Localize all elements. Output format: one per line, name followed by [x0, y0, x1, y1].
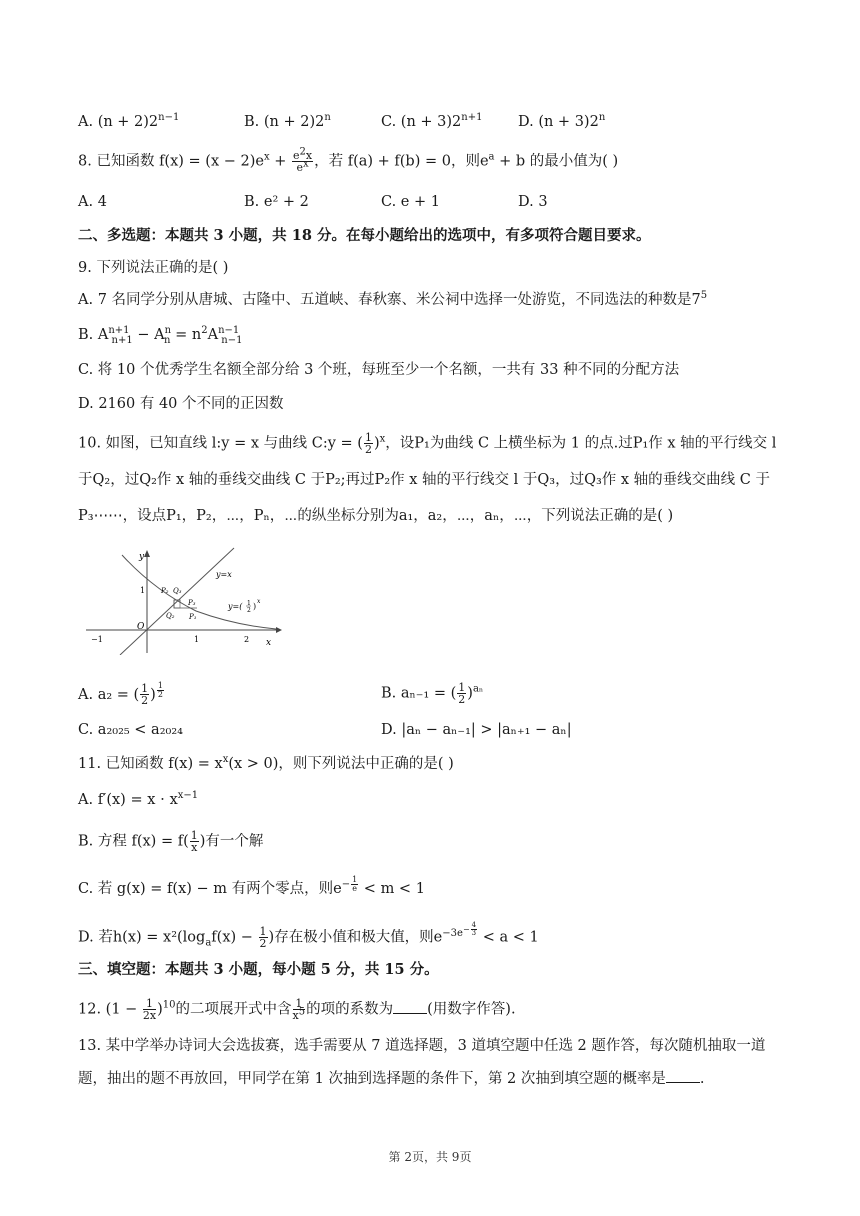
- q10-option-b: B. aₙ₋₁ = ( $\frac{1}{2}$ )$^{a_n}$: [381, 681, 484, 706]
- fig-label-curve-den: 2: [247, 607, 251, 614]
- q11-stem: 11. 已知函数 $f(x) = x^x(x > 0)$，则下列说法中正确的是( ): [78, 754, 454, 772]
- fig-label-p2: P₂: [161, 587, 169, 595]
- q10-stem-line3: P₃⋯⋯，设点P₁，P₂，⋯，Pₙ，⋯的纵坐标分别为a₁，a₂，⋯，aₙ，⋯，下列说法正确的是( ): [78, 508, 674, 524]
- fig-label-p3: P₃: [188, 599, 196, 607]
- q7-option-d: D. $(n + 3)2^n$: [518, 112, 606, 130]
- q9-option-d: D. 2160 有 40 个不同的正因数: [78, 396, 284, 412]
- q8-option-d: D. 3: [518, 194, 548, 210]
- fig-label-p1: P₁: [189, 613, 197, 621]
- fig-label-x: x: [266, 638, 272, 648]
- section-heading-multiple-choice: 二、多选题：本题共 3 小题，共 18 分。在每小题给出的选项中，有多项符合题目要求。: [78, 227, 651, 244]
- section-heading-fill-in: 三、填空题：本题共 3 小题，每小题 5 分，共 15 分。: [78, 961, 439, 978]
- fig-tick-1y: 1: [140, 586, 146, 595]
- fig-label-y: y: [139, 552, 145, 562]
- q13-answer-blank[interactable]: [666, 1068, 700, 1083]
- q11-option-a: A. $f'(x) = x \cdot x^{x-1}$: [78, 790, 199, 808]
- fig-label-q2: Q₂: [166, 612, 175, 620]
- fig-label-curve-paren: ): [253, 602, 257, 611]
- q13-stem-line2: 题，抽出的题不再放回，甲同学在第 1 次抽到选择题的条件下，第 2 次抽到填空题的概率是 .: [78, 1068, 705, 1089]
- q12-answer-blank[interactable]: [393, 999, 427, 1014]
- q11-option-d: D. 若$h(x) = x^2(\log_af(x)$ − $\frac{1}{2}$ )存在极小值和极大值，则$e^{-3e^{- \frac{4}{3}}}$ < a < 1: [78, 921, 539, 951]
- q7-option-a: A. $(n + 2)2^{n-1}$: [78, 112, 180, 130]
- q9-stem: 9. 下列说法正确的是( ): [78, 260, 229, 276]
- y-axis-arrow: [144, 550, 150, 557]
- q9-option-a: A. 7 名同学分别从唐城、古隆中、五道峡、春秋寨、米公祠中选择一处游览，不同选法的种数是$7^5$: [78, 290, 708, 308]
- q11-option-c: C. 若 g(x) = f(x) − m 有两个零点，则$e^{- \frac{1}{e}}$ < m < 1: [78, 875, 425, 897]
- q10-stem-line1: 10. 如图，已知直线 l:y = x 与曲线 C:y = ( $\frac{1}{2}$ )$^x$，设P₁为曲线 C 上横坐标为 1 的点.过P₁作 x 轴的平行线交 l: [78, 431, 777, 456]
- q12-stem: 12. (1 − $\frac{1}{2x}$ )$^{10}$的二项展开式中含 $\frac{1}{x^5}$ 的项的系数为 (用数字作答).: [78, 997, 516, 1022]
- q8-option-b: B. e² + 2: [244, 194, 309, 210]
- q10-option-d: D. |aₙ − aₙ₋₁| > |aₙ₊₁ − aₙ|: [381, 722, 572, 738]
- fig-label-q3: Q₃: [173, 587, 182, 595]
- q10-figure: [84, 545, 284, 655]
- q8-option-a: A. 4: [78, 194, 107, 210]
- q9-option-c: C. 将 10 个优秀学生名额全部分给 3 个班，每班至少一个名额，一共有 33 种不同的分配方法: [78, 362, 680, 378]
- curve-half-power-x: [122, 555, 276, 629]
- q7-option-c: C. $(n + 3)2^{n+1}$: [381, 112, 483, 130]
- q10-option-c: C. a₂₀₂₅ < a₂₀₂₄: [78, 722, 183, 738]
- fig-label-yx: y=x: [216, 570, 232, 579]
- q9-option-b: B. $A^{n+1}_{n+1} - A^n_n = n^2A^{n-1}_{n-1}$: [78, 325, 243, 346]
- fig-tick-2: 2: [244, 635, 250, 644]
- q8-stem: 8. 已知函数 $f(x) = (x - 2)e^x$ + $\frac{e^2x}{e^x}$ ，若 f(a) + f(b) = 0，则$e^a + b$ 的最小值为( ): [78, 146, 619, 174]
- fig-tick-1x: 1: [194, 635, 200, 644]
- q11-option-b: B. 方程 f(x) = f( $\frac{1}{x}$ )有一个解: [78, 829, 264, 854]
- q10-stem-line2: 于Q₂，过Q₂作 x 轴的垂线交曲线 C 于P₂;再过P₂作 x 轴的平行线交 l 于Q₃，过Q₃作 x 轴的垂线交曲线 C 于: [78, 472, 770, 488]
- q10-option-a: A. a₂ = ( $\frac{1}{2}$ ) $^{\frac{1}{2}}$: [78, 681, 163, 708]
- x-axis-arrow: [276, 627, 282, 633]
- fig-label-origin: O: [137, 622, 145, 632]
- q13-stem-line1: 13. 某中学举办诗词大会选拔赛，选手需要从 7 道选择题，3 道填空题中任选 2 题作答，每次随机抽取一道: [78, 1038, 766, 1054]
- line-y-equals-x: [120, 548, 234, 655]
- q8-option-c: C. e + 1: [381, 194, 440, 210]
- page-footer: 第 2页，共 9页: [388, 1150, 472, 1164]
- fig-label-curve-num: 1: [247, 600, 251, 607]
- fig-label-curve: y=(: [228, 602, 243, 611]
- q7-option-b: B. $(n + 2)2^n$: [244, 112, 331, 130]
- fig-tick-neg1: −1: [91, 635, 103, 644]
- fig-label-curve-exp: x: [257, 598, 261, 605]
